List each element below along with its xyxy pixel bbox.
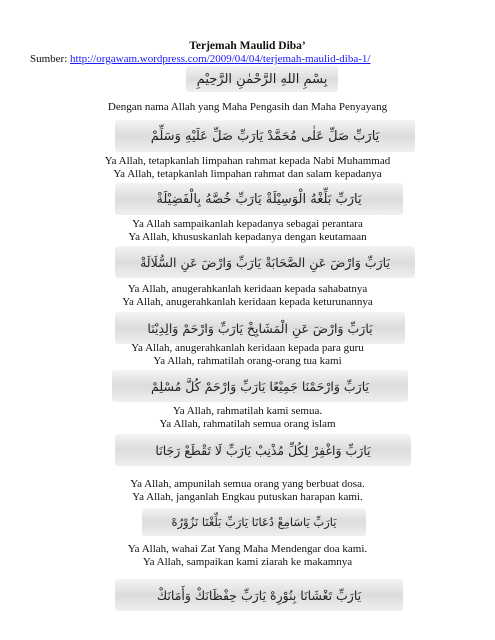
arabic-verse-image: يَارَبِّ صَلِّ عَلٰى مُحَمَّدْ يَارَبِّ صَلِّ عَلَيْهِ وَسَلِّمْ bbox=[115, 120, 415, 152]
translation-line: Ya Allah, wahai Zat Yang Maha Mendengar doa kami. bbox=[127, 543, 368, 555]
translation-line: Ya Allah, ampunilah semua orang yang berbuat dosa. bbox=[130, 478, 365, 490]
arabic-verse-image: يَارَبِّ بَلِّغْهُ الْوَسِيْلَةْ يَارَبِّ خُصَّهُ بِالْفَضِيْلَةْ bbox=[115, 183, 403, 215]
arabic-verse-image: يَارَبِّ يَاسَامِعْ دُعَانَا يَارَبِّ بَلِّغْنَا نَزُوْرُهْ bbox=[142, 508, 366, 536]
translation-line: Ya Allah sampaikanlah kepadanya sebagai perantara bbox=[132, 218, 363, 230]
document-title: Terjemah Maulid Diba’ bbox=[189, 40, 306, 52]
arabic-verse-image: يَارَبِّ وَاغْفِرْ لِكُلِّ مُذْنِبْ يَارَبِّ لَا تَقْطَعْ رَجَانَا bbox=[115, 434, 411, 466]
source-label: Sumber: bbox=[30, 53, 68, 65]
translation-block bbox=[0, 478, 495, 503]
translation-block bbox=[0, 342, 495, 367]
translation-block bbox=[0, 101, 495, 114]
translation-line: Ya Allah, janganlah Engkau putuskan harapan kami. bbox=[132, 490, 363, 503]
translation-line: Ya Allah, anugerahkanlah keridaan kepada para guru bbox=[131, 342, 364, 354]
arabic-verse-image: يَارَبِّ وَارْضَ عَنِ الصَّحَابَةْ يَارَبِّ وَارْضَ عَنِ السُّلَالَةْ bbox=[115, 246, 415, 278]
translation-block bbox=[0, 218, 495, 243]
translation-block bbox=[0, 405, 495, 430]
translation-line: Ya Allah, khususkanlah kepadanya dengan keutamaan bbox=[128, 230, 367, 243]
translation-line: Ya Allah, rahmatilah orang-orang tua kami bbox=[153, 354, 342, 367]
source-line bbox=[30, 53, 370, 65]
translation-line: Ya Allah, sampaikan kami ziarah ke makamnya bbox=[142, 555, 353, 568]
source-link[interactable]: http://orgawam.wordpress.com/2009/04/04/terjemah-maulid-diba-1/ bbox=[70, 53, 371, 65]
arabic-verse-image: يَارَبِّ وَارْضَ عَنِ الْمَشَايِخْ يَارَبِّ وَارْحَمْ وَالِدِيْنَا bbox=[115, 312, 405, 344]
translation-block bbox=[0, 283, 495, 308]
arabic-verse-image: بِسْمِ اللهِ الرَّحْمٰنِ الرَّحِيْمِ bbox=[186, 66, 338, 92]
translation-line: Ya Allah, tetapkanlah limpahan rahmat kepada Nabi Muhammad bbox=[104, 155, 391, 167]
translation-line: Ya Allah, anugerahkanlah keridaan kepada sahabatnya bbox=[127, 283, 368, 295]
translation-line: Ya Allah, tetapkanlah limpahan rahmat dan salam kepadanya bbox=[113, 167, 382, 180]
arabic-verse-image: يَارَبِّ وَارْحَمْنَا جَمِيْعًا يَارَبِّ وَارْحَمْ كُلَّ مُسْلِمْ bbox=[112, 370, 408, 402]
translation-line: Dengan nama Allah yang Maha Pengasih dan Maha Penyayang bbox=[107, 101, 388, 113]
translation-block bbox=[0, 543, 495, 568]
arabic-verse-image: يَارَبِّ تَغْشَانَا بِنُوْرِهْ يَارَبِّ حِفْظَانَكْ وَأَمَانَكْ bbox=[115, 579, 403, 611]
translation-block bbox=[0, 155, 495, 180]
translation-line: Ya Allah, rahmatilah semua orang islam bbox=[159, 417, 336, 430]
translation-line: Ya Allah, anugerahkanlah keridaan kepada keturunannya bbox=[122, 295, 373, 308]
translation-line: Ya Allah, rahmatilah kami semua. bbox=[172, 405, 323, 417]
